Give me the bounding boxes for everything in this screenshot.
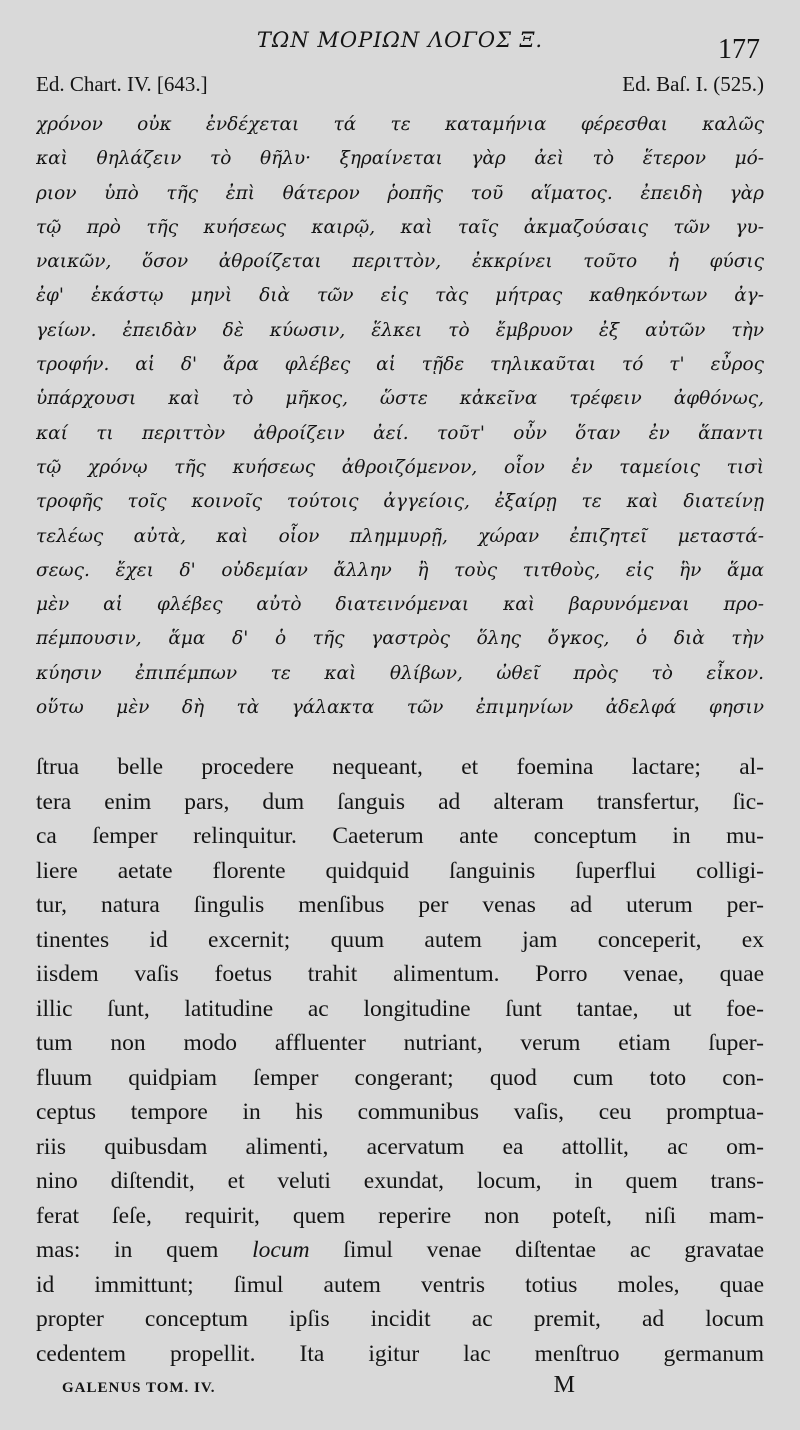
greek-line: ναικῶν, ὅσον ἀθροίζεται περιττὸν, ἐκκρίνει τοῦτο ἡ φύσις — [36, 251, 764, 273]
greek-line: οὕτω μὲν δὴ τὰ γάλακτα τῶν ἐπιμηνίων ἀδελφά φησιν — [36, 697, 764, 719]
latin-line: propter conceptum ipſis incidit ac premit, ad locum — [36, 1306, 764, 1332]
greek-line: τροφήν. αἱ δ' ἄρα φλέβες αἱ τῇδε τηλικαῦται τό τ' εὖρος — [36, 354, 764, 376]
latin-line: cedentem propellit. Ita igitur lac menſtruo germanum — [36, 1340, 764, 1367]
latin-line: tinentes id excernit; quum autem jam conceperit, ex — [36, 926, 764, 953]
edition-reference-line — [36, 72, 764, 97]
greek-line: μὲν αἱ φλέβες αὐτὸ διατεινόμεναι καὶ βαρυνόμεναι προ- — [36, 594, 764, 616]
greek-line: ριον ὑπὸ τῆς ἐπὶ θάτερον ῥοπῆς τοῦ αἵματος. ἐπειδὴ γὰρ — [36, 182, 764, 204]
latin-line-part: ſimul venae diſtentae ac gravatae — [343, 1237, 764, 1263]
latin-line: id immittunt; ſimul autem ventris totius moles, quae — [36, 1271, 764, 1298]
greek-line: ἐφ' ἑκάστῳ μηνὶ διὰ τῶν εἰς τὰς μήτρας καθηκόντων ἀγ- — [36, 285, 764, 307]
latin-line: riis quibusdam alimenti, acervatum ea attollit, ac om- — [36, 1133, 764, 1160]
latin-line: illic ſunt, latitudine ac longitudine ſunt tantae, ut foe- — [36, 995, 764, 1022]
latin-line: iisdem vaſis foetus trahit alimentum. Porro venae, quae — [36, 961, 764, 987]
greek-text-block — [36, 108, 764, 725]
latin-line: ſtrua belle procedere nequeant, et foemina lactare; al- — [36, 754, 764, 780]
greek-line: ὑπάρχουσι καὶ τὸ μῆκος, ὥστε κἀκεῖνα τρέφειν ἀφθόνως, — [36, 388, 764, 410]
latin-line: ceptus tempore in his communibus vaſis, ceu promptua- — [36, 1099, 764, 1125]
latin-line: nino diſtendit, et veluti exundat, locum, in quem trans- — [36, 1168, 764, 1194]
running-title: ΤΩΝ ΜΟΡΙΩΝ ΛΟΓΟΣ Ξ. — [256, 28, 544, 52]
edition-chartier-ref: Ed. Chart. IV. [643.] — [36, 72, 208, 96]
latin-line: liere aetate florente quidquid ſanguinis ſuperflui colligi- — [36, 857, 764, 884]
signature-line: GALENUS TOM. IV. — [62, 1380, 216, 1396]
greek-line: χρόνον οὐκ ἐνδέχεται τά τε καταμήνια φέρεσθαι καλῶς — [36, 114, 764, 135]
page-footer — [62, 1372, 740, 1399]
page-number: 177 — [718, 34, 760, 65]
latin-line: tum non modo affluenter nutriant, verum etiam ſuper- — [36, 1030, 764, 1056]
greek-line: κύησιν ἐπιπέμπων τε καὶ θλίβων, ὠθεῖ πρὸς τὸ εἶκον. — [36, 662, 764, 684]
greek-line: τῷ πρὸ τῆς κυήσεως καιρῷ, καὶ ταῖς ἀκμαζούσαις τῶν γυ- — [36, 216, 764, 238]
italic-word-locum: locum — [252, 1237, 310, 1263]
latin-line-with-italic — [36, 1233, 764, 1268]
gathering-mark: M — [553, 1372, 575, 1398]
greek-line: τροφῆς τοῖς κοινοῖς τούτοις ἀγγείοις, ἐξαίρῃ τε καὶ διατείνῃ — [36, 491, 764, 513]
latin-text-block — [36, 750, 764, 1371]
greek-line: τελέως αὐτὰ, καὶ οἷον πλημμυρῇ, χώραν ἐπιζητεῖ μεταστά- — [36, 525, 764, 547]
latin-line: ferat ſeſe, requirit, quem reperire non poteſt, niſi mam- — [36, 1202, 764, 1229]
greek-line: γείων. ἐπειδὰν δὲ κύωσιν, ἕλκει τὸ ἔμβρυον ἐξ αὐτῶν τὴν — [36, 319, 764, 341]
greek-line: τῷ χρόνῳ τῆς κυήσεως ἀθροιζόμενον, οἷον ἐν ταμείοις τισὶ — [36, 456, 764, 478]
greek-line: καί τι περιττὸν ἀθροίζειν ἀεί. τοῦτ' οὖν ὅταν ἐν ἅπαντι — [36, 422, 764, 444]
edition-basel-ref: Ed. Baſ. I. (525.) — [622, 72, 764, 96]
latin-line: tera enim pars, dum ſanguis ad alteram transfertur, ſic- — [36, 788, 764, 815]
greek-line: καὶ θηλάζειν τὸ θῆλυ· ξηραίνεται γὰρ ἀεὶ τὸ ἕτερον μό- — [36, 148, 764, 170]
greek-line: σεως. ἔχει δ' οὐδεμίαν ἄλλην ἢ τοὺς τιτθοὺς, εἰς ἣν ἅμα — [36, 559, 764, 581]
latin-line: tur, natura ſingulis menſibus per venas ad uterum per- — [36, 892, 764, 918]
latin-line: ca ſemper relinquitur. Caeterum ante conceptum in mu- — [36, 823, 764, 849]
greek-line: πέμπουσιν, ἅμα δ' ὁ τῆς γαστρὸς ὅλης ὄγκος, ὁ διὰ τὴν — [36, 628, 764, 650]
latin-line: fluum quidpiam ſemper congerant; quod cum toto con- — [36, 1064, 764, 1091]
latin-line-part: mas: in quem — [36, 1237, 219, 1263]
